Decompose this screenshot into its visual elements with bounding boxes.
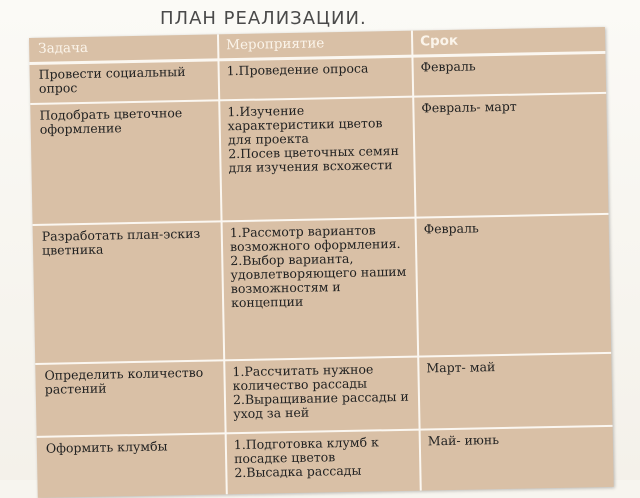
- table-row-2-task: Подобрать цветочное оформление: [39, 105, 183, 137]
- event-item: 2.Выбор варианта, удовлетворяющего нашим возможностям и концепции: [230, 250, 407, 311]
- table-row-5-event: [229, 435, 420, 481]
- event-item: 1.Подготовка клумб к посадке цветов: [233, 434, 379, 467]
- event-item: 1.Рассмотр вариантов возможного оформления.: [229, 222, 401, 255]
- table-row-3-event: [225, 223, 417, 311]
- table-row-4-term: Март- май: [426, 359, 496, 376]
- table-row-5-term: Май- июнь: [427, 432, 500, 449]
- table-row-4-event: [227, 362, 418, 422]
- event-item: 1.Проведение опроса: [226, 60, 369, 79]
- event-item: 1.Рассчитать нужное количество рассады: [232, 361, 374, 394]
- table-row-1-event: [222, 61, 412, 79]
- event-item: 2.Высадка рассады: [234, 462, 362, 481]
- event-item: 2.Посев цветочных семян для изучения всхожести: [228, 142, 399, 176]
- table-row-5-task: Оформить клумбы: [45, 438, 168, 456]
- plan-table: [29, 27, 614, 498]
- event-item: 2.Выращивание рассады и уход за ней: [232, 388, 409, 422]
- table-row-3-term: Февраль: [423, 220, 479, 237]
- table-row-1-term: Февраль: [420, 58, 476, 75]
- header-term: Срок: [419, 32, 459, 50]
- slide-title: ПЛАН РЕАЛИЗАЦИИ.: [160, 8, 367, 29]
- table-row-2-term: Февраль- март: [421, 98, 517, 116]
- header-event: Мероприятие: [226, 35, 325, 54]
- table-row-1-task: Провести социальный опрос: [38, 64, 186, 96]
- table-row-2-event: [222, 102, 413, 176]
- event-item: 1.Изучение характеристики цветов для проекта: [227, 102, 383, 148]
- table-row-3-task: Разработать план-эскиз цветника: [41, 225, 201, 258]
- header-task: Задача: [38, 39, 89, 57]
- table-row-4-task: Определить количество растений: [44, 364, 204, 397]
